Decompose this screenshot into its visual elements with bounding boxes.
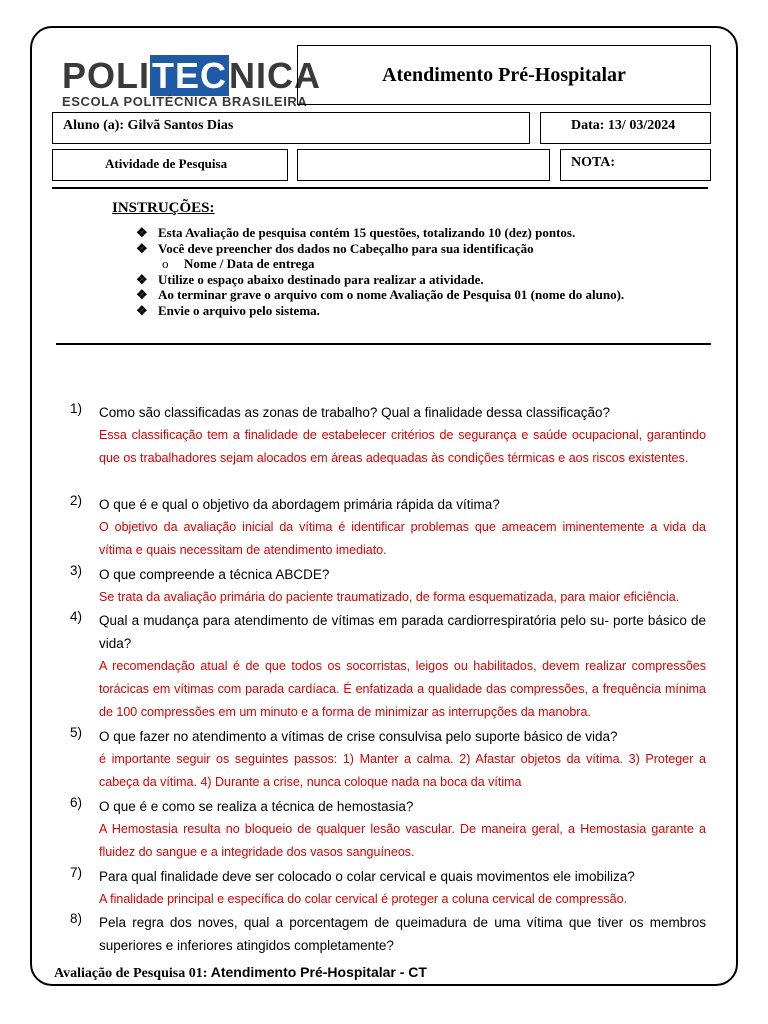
- instructions-title: INSTRUÇÕES:: [112, 200, 215, 216]
- blank-field: [297, 149, 550, 181]
- question-block: [70, 865, 706, 911]
- question-number: 3): [70, 563, 83, 578]
- answer-text: Essa classificação tem a finalidade de estabelecer critérios de segurança e saúde ocupacional, garantindo que os trabalhadores sejam alocados em áreas adequadas às condições térmicas e aos riscos existentes.: [99, 428, 706, 465]
- circle-bullet-icon: o: [162, 256, 169, 271]
- question-text: O que compreende a técnica ABCDE?: [99, 567, 330, 582]
- activity-type-field: Atividade de Pesquisa: [52, 149, 288, 181]
- diamond-bullet-icon: ❖: [136, 240, 148, 256]
- answer-text: A recomendação atual é de que todos os socorristas, leigos ou habilitados, devem realizar compressões torácicas em vítimas com parada cardíaca. É enfatizada a qualidade das compressões, a frequência mínima de 100 compressões em um minuto e a forma de minimizar as interrupções da manobra.: [99, 659, 706, 719]
- answer-text: O objetivo da avaliação inicial da vítima é identificar problemas que ameacem iminentemente a vida da vítima e quais necessitam de atendimento imediato.: [99, 520, 706, 557]
- grade-field: NOTA:: [560, 149, 711, 181]
- instruction-subitem: o Nome / Data de entrega: [162, 256, 315, 271]
- question-block: [70, 493, 706, 562]
- instruction-item: ❖ Envie o arquivo pelo sistema.: [136, 302, 320, 318]
- logo-wordmark: POLITECNICA: [62, 55, 322, 96]
- answer-text: A Hemostasia resulta no bloqueio de qualquer lesão vascular. De maneira geral, a Hemostasia garante a fluidez do sangue e a integridade dos vasos sanguíneos.: [99, 822, 706, 859]
- answer-text: A finalidade principal e específica do colar cervical é proteger a coluna cervical de compressão.: [99, 892, 628, 906]
- diamond-bullet-icon: ❖: [136, 271, 148, 287]
- question-number: 7): [70, 865, 83, 880]
- question-text: O que é e como se realiza a técnica de hemostasia?: [99, 799, 414, 814]
- question-number: 8): [70, 911, 83, 926]
- question-text: Para qual finalidade deve ser colocado o colar cervical e quais movimentos ele imobiliza?: [99, 869, 635, 884]
- question-number: 5): [70, 725, 83, 740]
- instructions-divider: [56, 343, 711, 345]
- answer-text: Se trata da avaliação primária do paciente traumatizado, de forma esquematizada, para maior eficiência.: [99, 590, 680, 604]
- question-block: [70, 725, 706, 794]
- question-block: [70, 911, 706, 957]
- diamond-bullet-icon: ❖: [136, 287, 148, 302]
- instructions-list: [112, 225, 624, 318]
- question-text: Pela regra dos noves, qual a porcentagem de queimadura de uma vítima que tiver os membros superiores e inferiores atingidos completamente?: [99, 915, 706, 953]
- question-number: 1): [70, 401, 83, 416]
- question-text: O que fazer no atendimento a vítimas de crise consulvisa pelo suporte básico de vida?: [99, 729, 618, 744]
- question-block: [70, 563, 706, 609]
- question-block: [70, 401, 706, 470]
- question-block: [70, 795, 706, 864]
- instruction-item: ❖ Esta Avaliação de pesquisa contém 15 questões, totalizando 10 (dez) pontos.: [136, 225, 576, 240]
- politecnica-logo: [62, 55, 322, 109]
- question-text: Qual a mudança para atendimento de vítimas em parada cardiorrespiratória pelo su- porte básico de vida?: [99, 613, 706, 651]
- instruction-item: ❖ Utilize o espaço abaixo destinado para realizar a atividade.: [136, 271, 484, 287]
- instructions-section: [112, 200, 624, 318]
- question-text: Como são classificadas as zonas de trabalho? Qual a finalidade dessa classificação?: [99, 405, 611, 420]
- page-title: Atendimento Pré-Hospitalar: [297, 45, 711, 105]
- question-number: 6): [70, 795, 83, 810]
- page-footer: Avaliação de Pesquisa 01: Atendimento Pré-Hospitalar - CT: [54, 964, 427, 981]
- student-name-field: Aluno (a): Gilvã Santos Dias: [52, 112, 530, 144]
- header-divider: [52, 187, 708, 189]
- question-text: O que é e qual o objetivo da abordagem primária rápida da vítima?: [99, 497, 500, 512]
- date-field: Data: 13/ 03/2024: [540, 112, 711, 144]
- question-number: 2): [70, 493, 83, 508]
- answer-text: é importante seguir os seguintes passos: 1) Manter a calma. 2) Afastar objetos da vítima. 3) Proteger a cabeça da vítima. 4) Durante a crise, nunca coloque nada na boca da vítima: [99, 752, 706, 789]
- instruction-item: ❖ Você deve preencher dos dados no Cabeçalho para sua identificação: [136, 240, 534, 256]
- diamond-bullet-icon: ❖: [136, 302, 148, 318]
- diamond-bullet-icon: ❖: [136, 225, 148, 240]
- question-block: [70, 609, 706, 724]
- instruction-item: ❖ Ao terminar grave o arquivo com o nome Avaliação de Pesquisa 01 (nome do aluno).: [136, 287, 625, 302]
- logo-subtitle: ESCOLA POLITÉCNICA BRASILEIRA: [62, 94, 308, 109]
- question-number: 4): [70, 609, 83, 624]
